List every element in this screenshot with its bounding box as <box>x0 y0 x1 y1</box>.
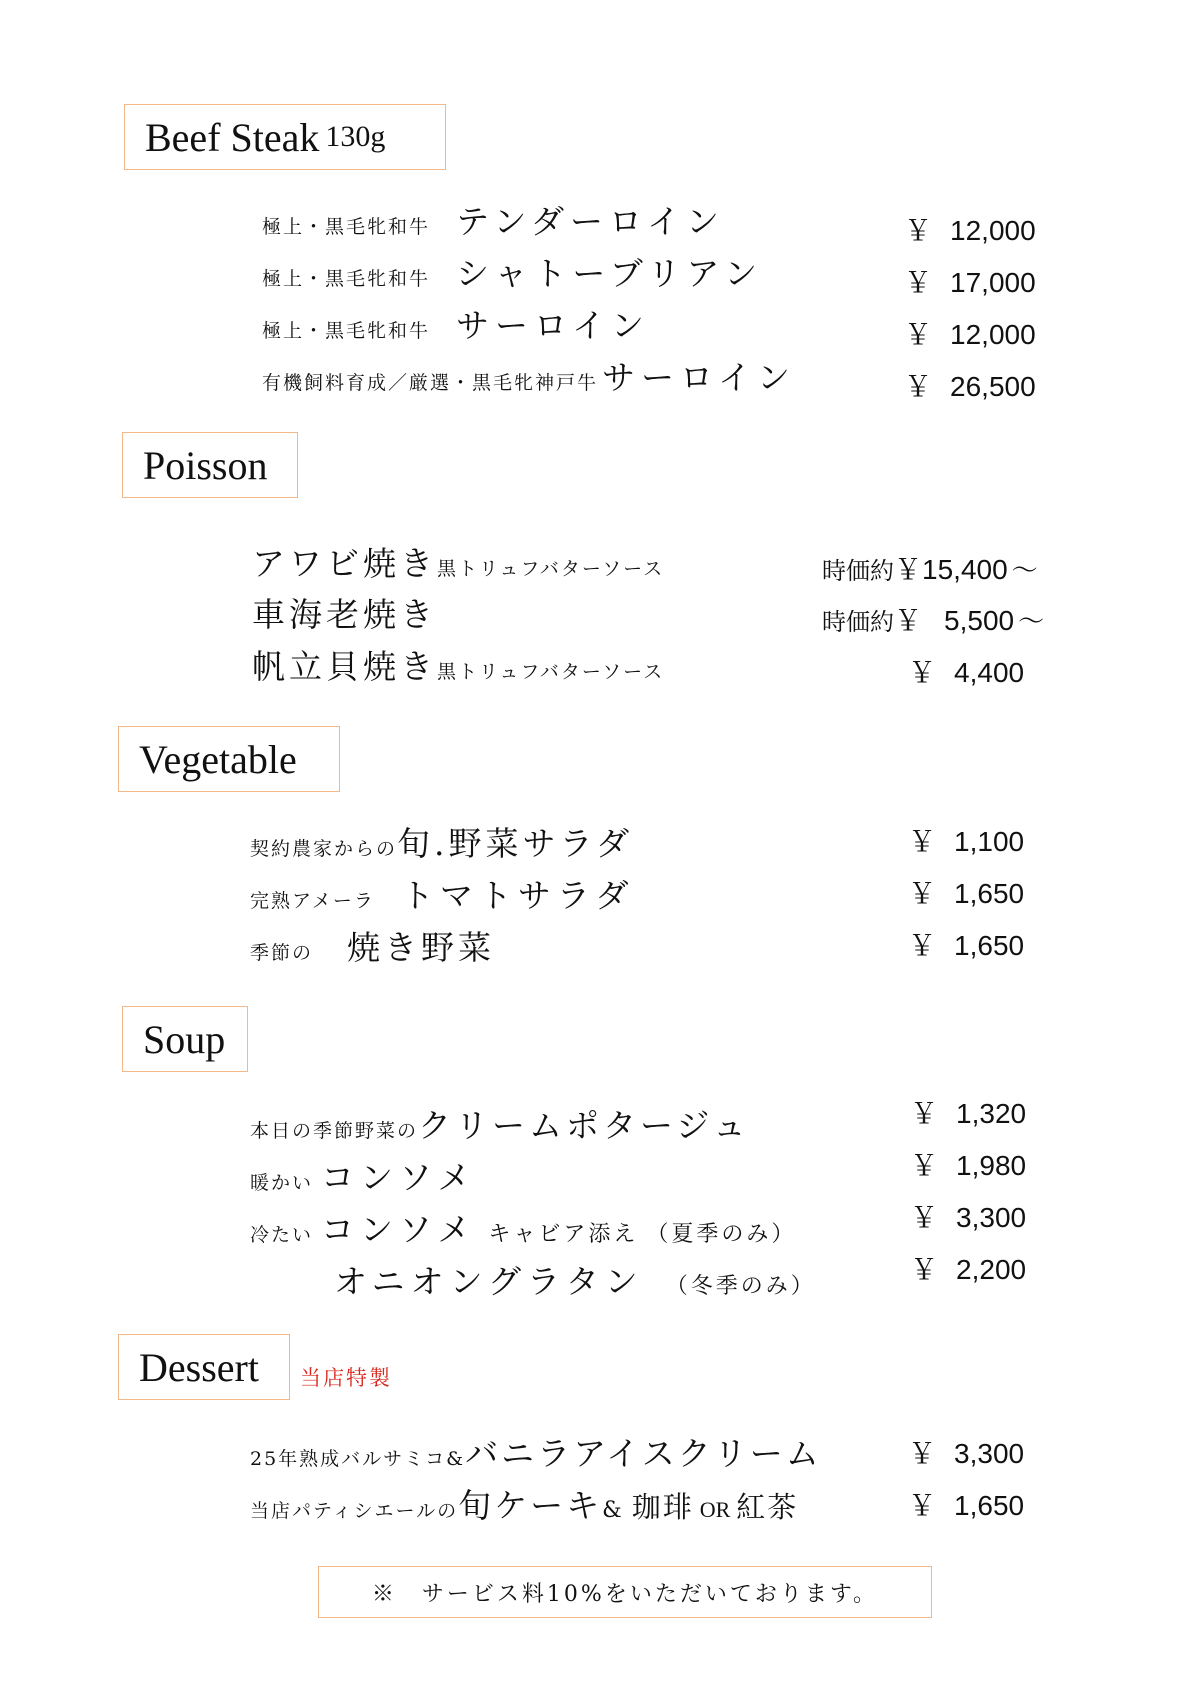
item-price: ￥ 1,650 <box>908 878 1025 909</box>
menu-item <box>250 818 633 865</box>
item-price: ￥ 26,500 <box>904 371 1036 402</box>
item-price: ￥ 1,980 <box>910 1150 1027 1181</box>
item-price: 時価約￥ 5,500 〜 <box>822 605 1045 636</box>
item-name: シャトーブリアン <box>456 254 764 293</box>
item-prefix: 冷たい <box>250 1224 314 1246</box>
item-note: （冬季のみ） <box>665 1274 816 1299</box>
item-name: トマトサラダ <box>400 876 635 915</box>
item-suffix: キャビア添え <box>488 1222 639 1247</box>
menu-item <box>250 870 635 917</box>
menu-item <box>262 352 796 399</box>
item-name: オニオングラタン <box>334 1262 644 1301</box>
item-name: テンダーロイン <box>456 202 726 241</box>
menu-item <box>250 1100 750 1147</box>
item-name: サーロイン <box>456 306 651 345</box>
item-name: コンソメ <box>321 1210 477 1249</box>
section-heading-vegetable <box>118 726 340 792</box>
item-price: 時価約￥15,400 〜 <box>822 554 1038 585</box>
item-drink-2: 紅茶 <box>736 1490 799 1524</box>
item-or: OR <box>699 1497 731 1522</box>
item-name: アワビ焼き <box>252 544 437 583</box>
item-prefix: 25年熟成バルサミコ& <box>250 1448 466 1470</box>
beef-heading: Beef Steak <box>145 114 320 160</box>
menu-item <box>334 1256 816 1303</box>
menu-item <box>250 1480 798 1527</box>
item-prefix: 暖かい <box>250 1172 314 1194</box>
item-prefix: 極上・黒毛牝和牛 <box>262 216 431 238</box>
item-name: バニラアイスクリーム <box>465 1434 822 1473</box>
menu-item <box>262 196 725 243</box>
item-amp: & <box>602 1498 622 1523</box>
poisson-heading: Poisson <box>143 442 268 488</box>
item-prefix: 当店パティシエールの <box>250 1500 459 1522</box>
service-charge-note: ※ サービス料10%をいただいております。 <box>318 1566 932 1618</box>
item-name: クリームポタージュ <box>418 1106 750 1145</box>
item-price: ￥ 1,650 <box>908 930 1025 961</box>
dessert-heading: Dessert <box>139 1344 259 1390</box>
item-price: ￥ 3,300 <box>910 1202 1027 1233</box>
item-prefix: 極上・黒毛牝和牛 <box>262 320 431 342</box>
item-price: ￥ 12,000 <box>904 215 1036 246</box>
item-price: ￥ 1,650 <box>908 1490 1025 1521</box>
vegetable-heading: Vegetable <box>139 736 297 782</box>
soup-heading: Soup <box>143 1016 226 1062</box>
section-heading-soup <box>122 1006 248 1072</box>
item-name: コンソメ <box>321 1158 477 1197</box>
section-heading-beef <box>124 104 446 170</box>
item-price: ￥ 17,000 <box>904 267 1036 298</box>
beef-heading-weight: 130g <box>325 120 386 153</box>
item-name: 焼き野菜 <box>347 928 496 967</box>
menu-item <box>250 1152 476 1199</box>
item-price: ￥ 3,300 <box>908 1438 1025 1469</box>
item-price: ￥ 1,100 <box>908 826 1025 857</box>
item-name: 帆立貝焼き <box>252 647 437 686</box>
dessert-tag: 当店特製 <box>300 1366 392 1390</box>
item-prefix: 契約農家からの <box>250 838 398 860</box>
item-drink-1: 珈琲 <box>631 1490 694 1524</box>
menu-item <box>262 300 650 347</box>
item-name: 旬.野菜サラダ <box>397 824 634 863</box>
item-prefix: 完熟アメーラ <box>250 890 375 912</box>
menu-item <box>252 589 437 636</box>
section-heading-dessert <box>118 1334 290 1400</box>
item-note: （夏季のみ） <box>646 1222 797 1247</box>
item-price: ￥ 1,320 <box>910 1098 1027 1129</box>
item-price: ￥ 4,400 <box>908 657 1025 688</box>
menu-item <box>250 1204 796 1251</box>
item-prefix: 季節の <box>250 942 314 964</box>
item-suffix: 黒トリュフバターソース <box>437 558 665 580</box>
menu-item <box>250 1428 822 1475</box>
item-name: サーロイン <box>602 358 797 397</box>
item-prefix: 本日の季節野菜の <box>250 1120 419 1142</box>
menu-item <box>252 538 664 585</box>
menu-item <box>252 641 664 688</box>
menu-item <box>250 922 495 969</box>
item-price: ￥ 12,000 <box>904 319 1036 350</box>
item-suffix: 黒トリュフバターソース <box>437 661 665 683</box>
menu-item <box>262 248 763 295</box>
item-price: ￥ 2,200 <box>910 1254 1027 1285</box>
section-heading-poisson <box>122 432 298 498</box>
item-prefix: 有機飼料育成／厳選・黒毛牝神戸牛 <box>262 372 599 394</box>
item-name: 車海老焼き <box>252 595 437 634</box>
item-prefix: 極上・黒毛牝和牛 <box>262 268 431 290</box>
item-name: 旬ケーキ <box>458 1486 603 1525</box>
